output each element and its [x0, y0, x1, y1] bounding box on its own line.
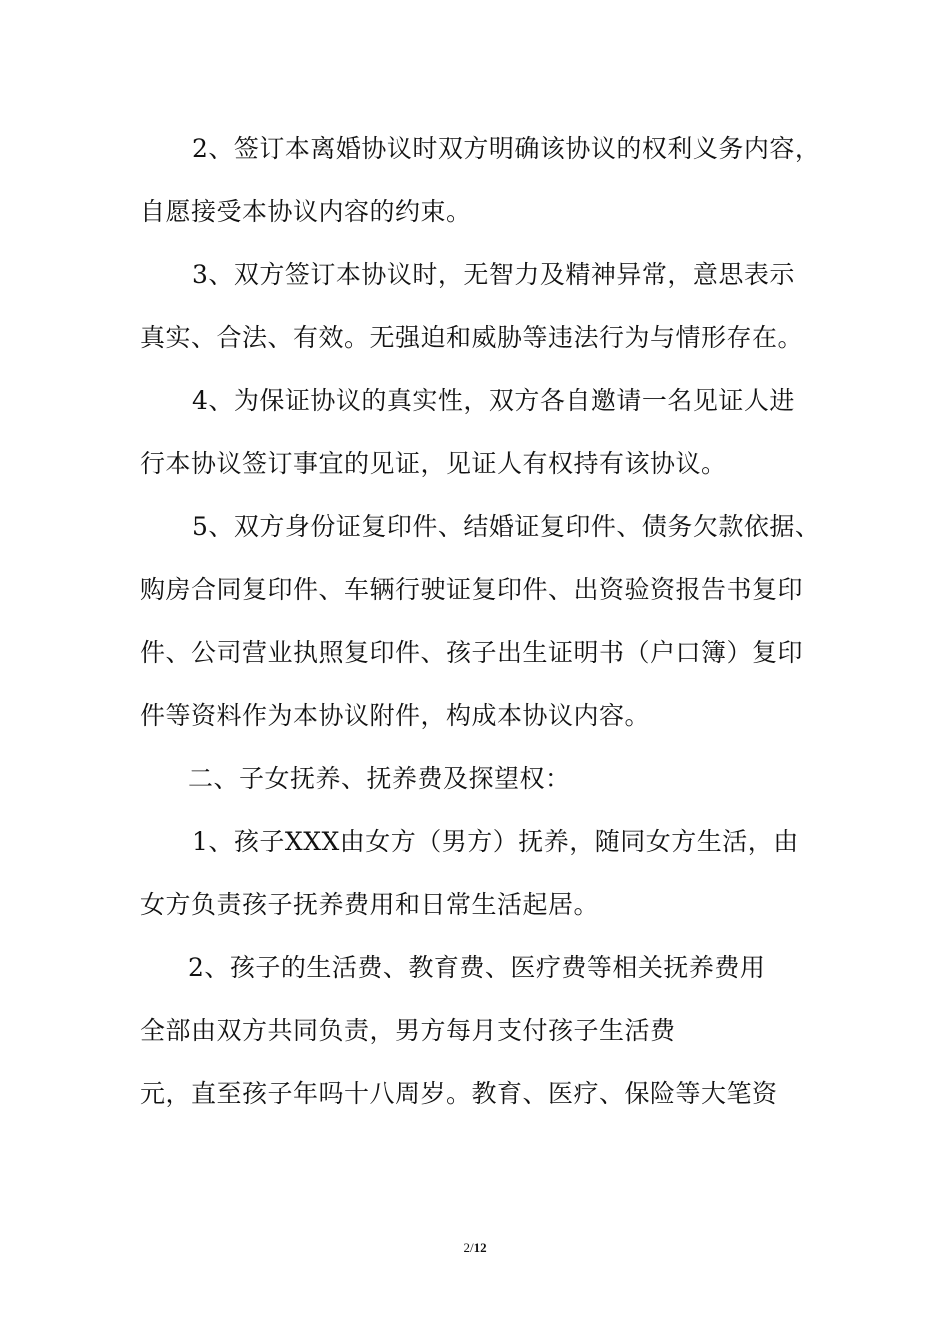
- paragraph-line: 元，直至孩子年吗十八周岁。教育、医疗、保险等大笔资: [140, 1079, 778, 1108]
- paragraph-line: 1、孩子XXX由女方（男方）抚养，随同女方生活，由: [192, 827, 799, 856]
- paragraph-line: 自愿接受本协议内容的约束。: [140, 197, 472, 226]
- paragraph-line: 女方负责孩子抚养费用和日常生活起居。: [140, 890, 600, 919]
- section-heading: 二、子女抚养、抚养费及探望权：: [188, 764, 571, 793]
- page-number: [0, 1240, 950, 1256]
- paragraph-line: 真实、合法、有效。无强迫和威胁等违法行为与情形存在。: [140, 323, 804, 352]
- page-total: 12: [473, 1240, 487, 1255]
- paragraph-line: 行本协议签订事宜的见证，见证人有权持有该协议。: [140, 449, 727, 478]
- paragraph-line: 购房合同复印件、车辆行驶证复印件、出资验资报告书复印: [140, 575, 804, 604]
- paragraph-line: 5、双方身份证复印件、结婚证复印件、债务欠款依据、: [192, 512, 821, 541]
- paragraph-line: 件等资料作为本协议附件，构成本协议内容。: [140, 701, 651, 730]
- paragraph-line: 件、公司营业执照复印件、孩子出生证明书（户口簿）复印: [140, 638, 804, 667]
- page-current: 2/: [463, 1240, 474, 1255]
- paragraph-line: 4、为保证协议的真实性，双方各自邀请一名见证人进: [192, 386, 795, 415]
- paragraph-line: 全部由双方共同负责，男方每月支付孩子生活费: [140, 1016, 676, 1045]
- paragraph-line: 3、双方签订本协议时，无智力及精神异常，意思表示: [192, 260, 795, 289]
- paragraph-line: 2、孩子的生活费、教育费、医疗费等相关抚养费用: [188, 953, 766, 982]
- paragraph-line: 2、签订本离婚协议时双方明确该协议的权利义务内容，: [192, 134, 821, 163]
